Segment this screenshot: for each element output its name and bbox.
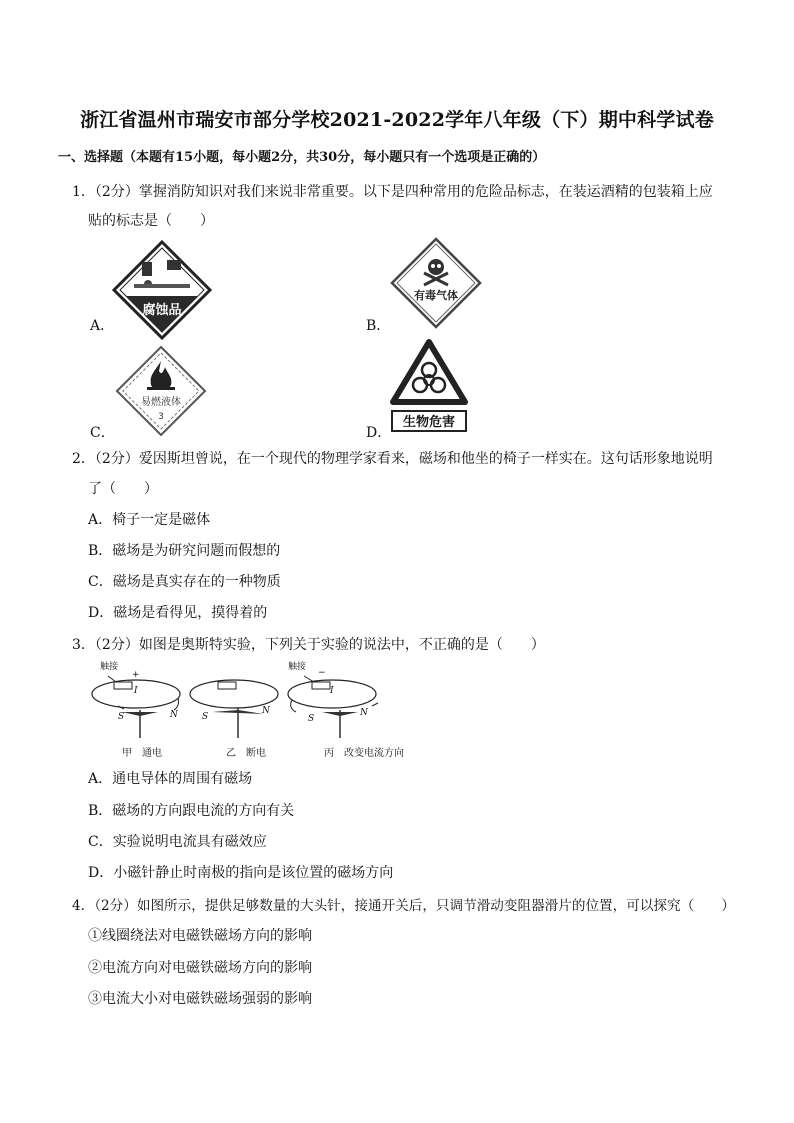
toxic-gas-sign-label: 有毒气体: [414, 289, 458, 302]
toxic-gas-sign: [390, 237, 482, 329]
flammable-liquid-sign: [115, 345, 207, 437]
q1-label-d: D．: [366, 425, 392, 441]
oersted-s-2: S: [202, 712, 209, 722]
corrosive-sign: [112, 240, 212, 340]
q1-stem-line2: 贴的标志是（ ）: [88, 213, 214, 229]
q3-stem: 3．（2分）如图是奥斯特实验，下列关于实验的说法中，不正确的是（ ）: [72, 637, 545, 653]
oersted-touch-label-1: 触接: [100, 662, 119, 672]
q4-stem: 4．（2分）如图所示，提供足够数量的大头针，接通开关后，只调节滑动变阻器滑片的位置，可以探究（ ）: [72, 898, 735, 914]
q1-label-a: A．: [90, 318, 115, 334]
q2-option-c: C．磁场是真实存在的一种物质: [88, 574, 281, 590]
section-heading: 一、选择题（本题有15小题，每小题2分，共30分，每小题只有一个选项是正确的）: [58, 150, 546, 165]
q4-item-2: ②电流方向对电磁铁磁场方向的影响: [88, 960, 312, 976]
oersted-current-3: I: [330, 686, 334, 696]
oersted-caption-1: 甲 通电: [122, 748, 162, 759]
oersted-n-2: N: [262, 706, 270, 716]
q1-stem-line1: 1．（2分）掌握消防知识对我们来说非常重要。以下是四种常用的危险品标志，在装运酒精的包装箱上应: [72, 184, 713, 200]
oersted-minus-3: −: [318, 668, 326, 678]
q1-label-b: B．: [366, 318, 391, 334]
q3-option-c: C．实验说明电流具有磁效应: [88, 834, 267, 850]
oersted-s-1: S: [118, 712, 125, 722]
oersted-caption-3: 丙 改变电流方向: [324, 748, 404, 759]
q2-option-b: B．磁场是为研究问题而假想的: [88, 543, 281, 559]
q2-option-d: D．磁场是看得见，摸得着的: [88, 605, 268, 621]
q4-item-3: ③电流大小对电磁铁磁场强弱的影响: [88, 991, 312, 1007]
oersted-current-1: I: [134, 686, 138, 696]
flammable-liquid-sign-label: 易燃液体: [141, 397, 181, 408]
q2-stem-line2: 了（ ）: [88, 481, 158, 497]
q2-option-a: A．椅子一定是磁体: [88, 512, 211, 528]
q3-option-d: D．小磁针静止时南极的指向是该位置的磁场方向: [88, 865, 394, 881]
oersted-plus-1: +: [132, 670, 140, 680]
biohazard-sign-label: 生物危害: [402, 415, 456, 430]
q2-stem-line1: 2．（2分）爱因斯坦曾说，在一个现代的物理学家看来，磁场和他坐的椅子一样实在。这句话形象地说明: [72, 451, 713, 467]
oersted-caption-2: 乙 断电: [226, 748, 266, 759]
q1-label-c: C．: [90, 425, 115, 441]
q3-option-b: B．磁场的方向跟电流的方向有关: [88, 803, 295, 819]
q3-option-a: A．通电导体的周围有磁场: [88, 771, 253, 787]
oersted-n-3: N: [360, 708, 368, 718]
oersted-s-3: S: [308, 714, 315, 724]
corrosive-sign-label: 腐蚀品: [142, 303, 182, 318]
oersted-n-1: N: [170, 710, 178, 720]
biohazard-sign: [389, 338, 469, 433]
flammable-liquid-sign-class: 3: [158, 412, 164, 422]
oersted-touch-label-3: 触接: [288, 662, 307, 672]
q4-item-1: ①线圈绕法对电磁铁磁场方向的影响: [88, 928, 312, 944]
page-title: 浙江省温州市瑞安市部分学校2021-2022学年八年级（下）期中科学试卷: [80, 109, 714, 131]
